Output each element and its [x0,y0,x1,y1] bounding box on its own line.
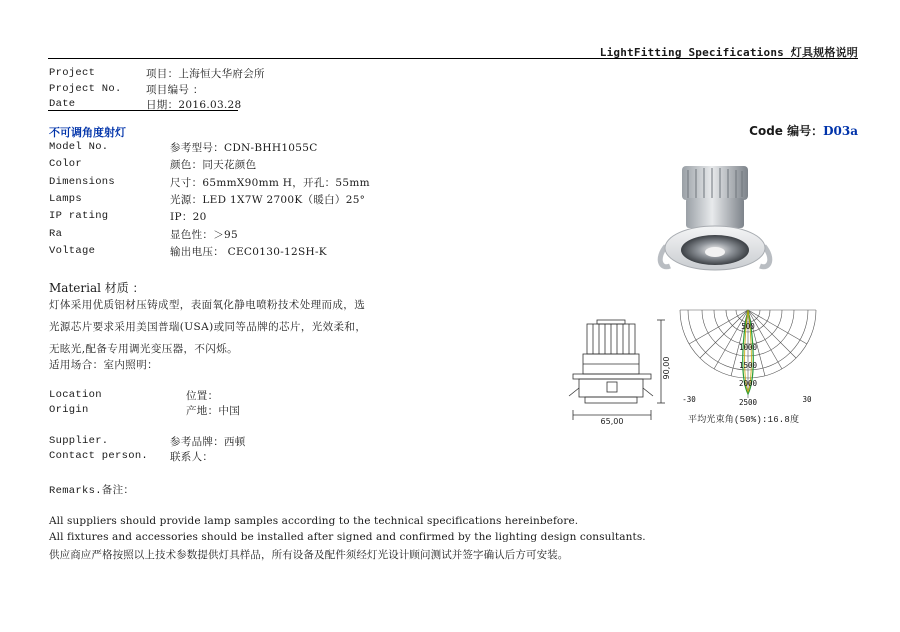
model-no-label: Model No. [49,141,109,153]
height-dimension-label: 90,00 [662,356,671,380]
color-label: Color [49,158,83,170]
polar-angle-right: 30 [802,395,812,404]
dimension-drawing [565,318,675,430]
origin-label: Origin [49,404,89,416]
location-value: 位置： [186,390,219,402]
ip-rating-value: IP：20 [170,211,207,223]
contact-person-label: Contact person. [49,450,149,462]
material-line-3: 无眩光,配备专用调光变压器，不闪烁。 [49,343,239,355]
lamps-value: 光源：LED 1X7W 2700K（暖白）25° [170,194,366,206]
header-rule [48,58,858,59]
polar-ring-label-2000: 2000 [738,379,758,388]
contact-person-value: 联系人： [170,451,214,463]
date-label: Date [49,98,76,110]
lamps-label: Lamps [49,193,83,205]
fixture-type-title: 不可调角度射灯 [49,126,126,139]
footer-line-1: All suppliers should provide lamp samples according to the technical specifications hereinbefore. [49,515,579,527]
voltage-value: 输出电压： CEC0130-12SH-K [170,246,327,258]
project-no-value: 项目编号 ： [146,84,204,96]
supplier-label: Supplier. [49,435,109,447]
footer-line-3: 供应商应严格按照以上技术参数提供灯具样品，所有设备及配件须经灯光设计顾问测试并签字确认后方可安装。 [49,549,569,561]
voltage-label: Voltage [49,245,96,257]
sheet-title: LightFitting Specifications 灯具规格说明 [599,46,858,59]
material-line-2: 光源芯片要求采用美国普瑞(USA)或同等品牌的芯片，光效柔和， [49,321,367,333]
material-line-1: 灯体采用优质铝材压铸成型，表面氧化静电喷粉技术处理而成，选 [49,299,366,311]
project-value: 项目：上海恒大华府会所 [146,68,265,80]
ra-value: 显色性：＞95 [170,229,238,241]
polar-ring-label-2500: 2500 [738,398,758,407]
footer-line-2: All fixtures and accessories should be installed after signed and confirmed by the lighting design consultants. [49,531,646,543]
width-dimension-label: 65,00 [600,417,624,426]
date-underline [48,110,238,111]
dimensions-label: Dimensions [49,176,116,188]
material-title: Material 材质 ： [49,281,145,295]
fixture-code [700,122,858,139]
date-value: 日期：2016.03.28 [146,99,242,111]
code-label: Code 编号： [749,124,824,138]
remarks-label: Remarks.备注： [49,485,135,497]
color-value: 颜色：同天花颜色 [170,159,257,171]
origin-value: 产地：中国 [186,405,240,417]
location-label: Location [49,389,102,401]
code-value: D03a [823,124,858,138]
application-line: 适用场合：室内照明： [49,359,158,371]
polar-light-distribution [678,308,818,408]
polar-caption: 平均光束角(50%):16.8度 [688,415,800,425]
product-photo [652,162,778,278]
polar-ring-label-500: 500 [741,322,755,331]
project-label: Project [49,67,96,79]
supplier-value: 参考品牌：西顿 [170,436,246,448]
ra-label: Ra [49,228,63,240]
project-no-label: Project No. [49,83,122,95]
ip-rating-label: IP rating [49,210,109,222]
polar-ring-label-1000: 1000 [738,343,758,352]
model-no-value: 参考型号：CDN-BHH1055C [170,142,318,154]
polar-ring-label-1500: 1500 [738,361,758,370]
polar-angle-left: -30 [682,395,696,404]
dimensions-value: 尺寸：65mmX90mm H，开孔：55mm [170,177,370,189]
